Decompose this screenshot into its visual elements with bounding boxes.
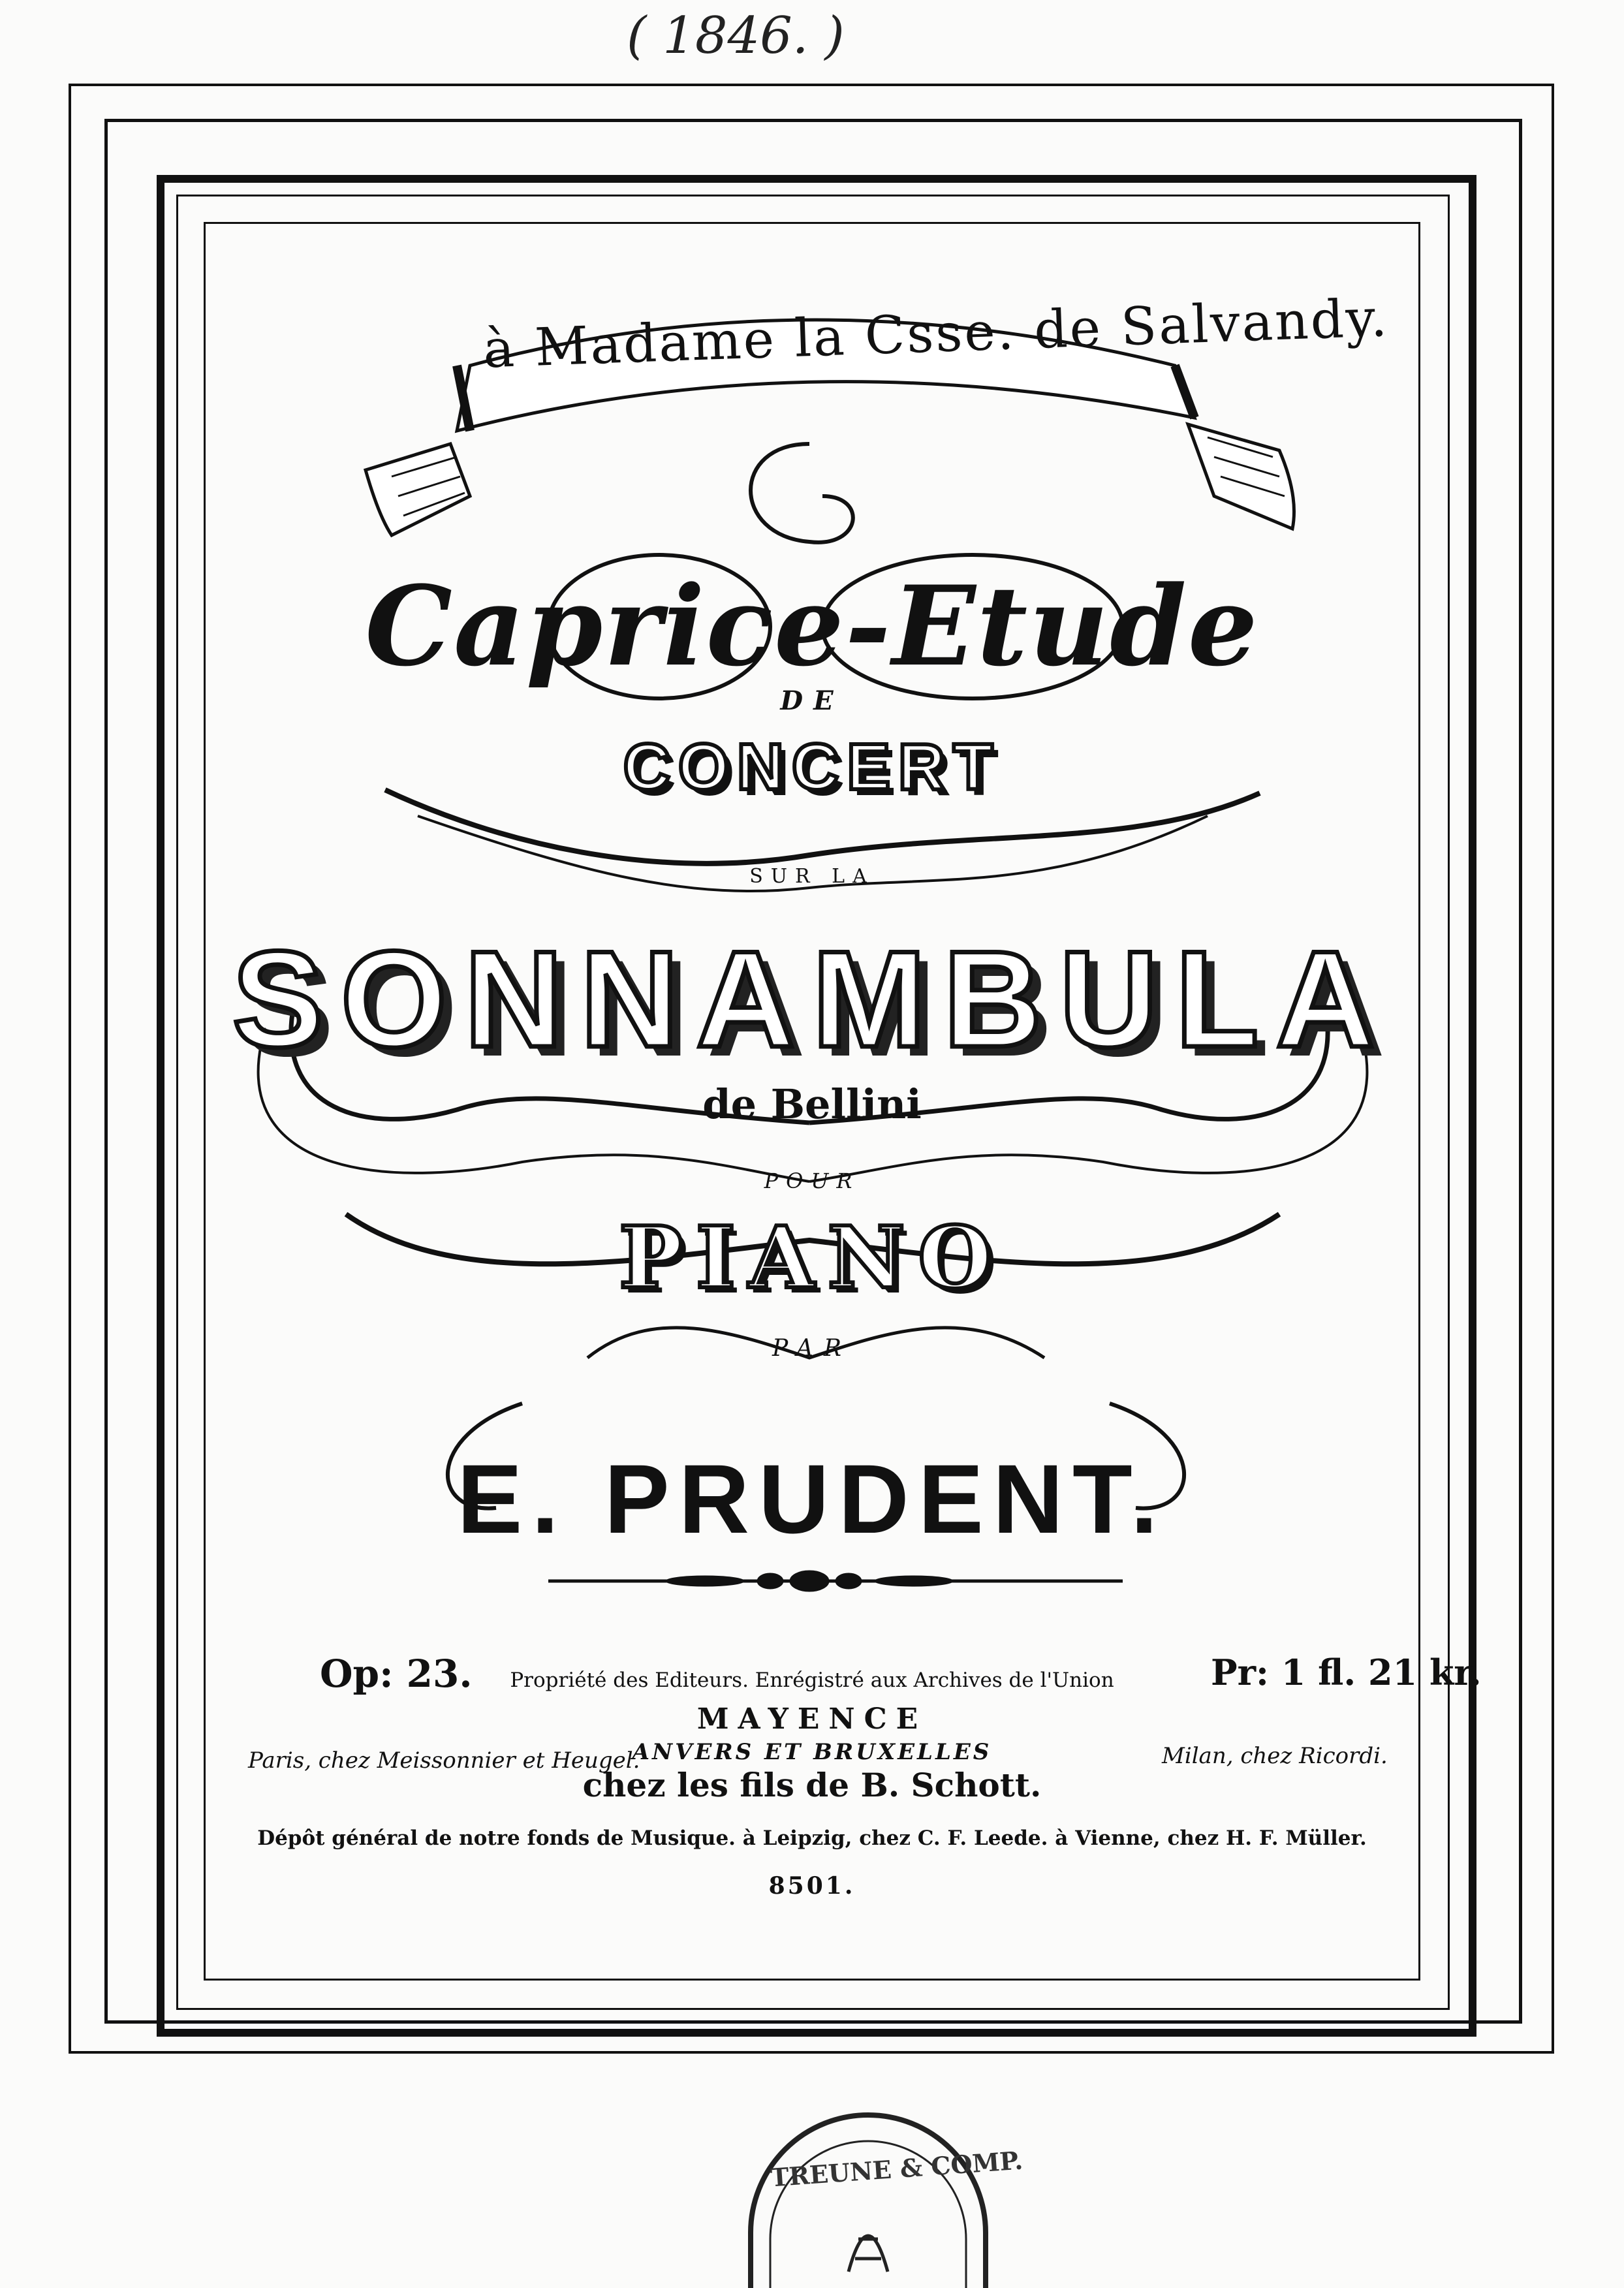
- pour-text: POUR: [764, 1168, 860, 1193]
- work-composer-bellini: de Bellini: [702, 1080, 922, 1128]
- sur-la-text: SUR LA: [749, 865, 875, 888]
- depot-notice: Dépôt général de notre fonds de Musique. à Leipzig, chez C. F. Leede. à Vienne, chez H. F. Müller.: [257, 1826, 1367, 1850]
- composer-name: E. PRUDENT.: [457, 1444, 1167, 1554]
- title-de: DE: [780, 685, 844, 716]
- rights-notice: Propriété des Editeurs. Enrégistré aux Archives de l'Union: [510, 1669, 1114, 1692]
- handwritten-year-annotation: ( 1846. ): [627, 7, 845, 65]
- price-text: Pr: 1 fl. 21 kr.: [1211, 1652, 1482, 1693]
- publisher-city: MAYENCE: [696, 1702, 928, 1736]
- par-text: PAR: [772, 1335, 852, 1362]
- paris-agent: Paris, chez Meissonnier et Heugel.: [248, 1747, 640, 1774]
- publisher-name: chez les fils de B. Schott.: [582, 1766, 1042, 1804]
- library-stamp: [751, 2115, 986, 2288]
- instrument-piano: PIANO: [619, 1208, 1005, 1308]
- secondary-cities: ANVERS ET BRUXELLES: [632, 1739, 992, 1765]
- dedication-text: à Madame la Csse. de Salvandy.: [482, 287, 1390, 380]
- end-rule-ornament: [548, 1571, 1123, 1591]
- opus-number: Op: 23.: [320, 1652, 473, 1696]
- work-title-sonnambula: SONNAMBULA: [232, 922, 1392, 1076]
- title-concert: CONCERT: [623, 730, 1001, 804]
- stamp-text: TREUNE & COMP.: [769, 2145, 1024, 2193]
- milan-agent: Milan, chez Ricordi.: [1162, 1743, 1388, 1769]
- title-caprice-etude: Caprice-Etude: [365, 561, 1259, 691]
- plate-number: 8501.: [768, 1872, 856, 1900]
